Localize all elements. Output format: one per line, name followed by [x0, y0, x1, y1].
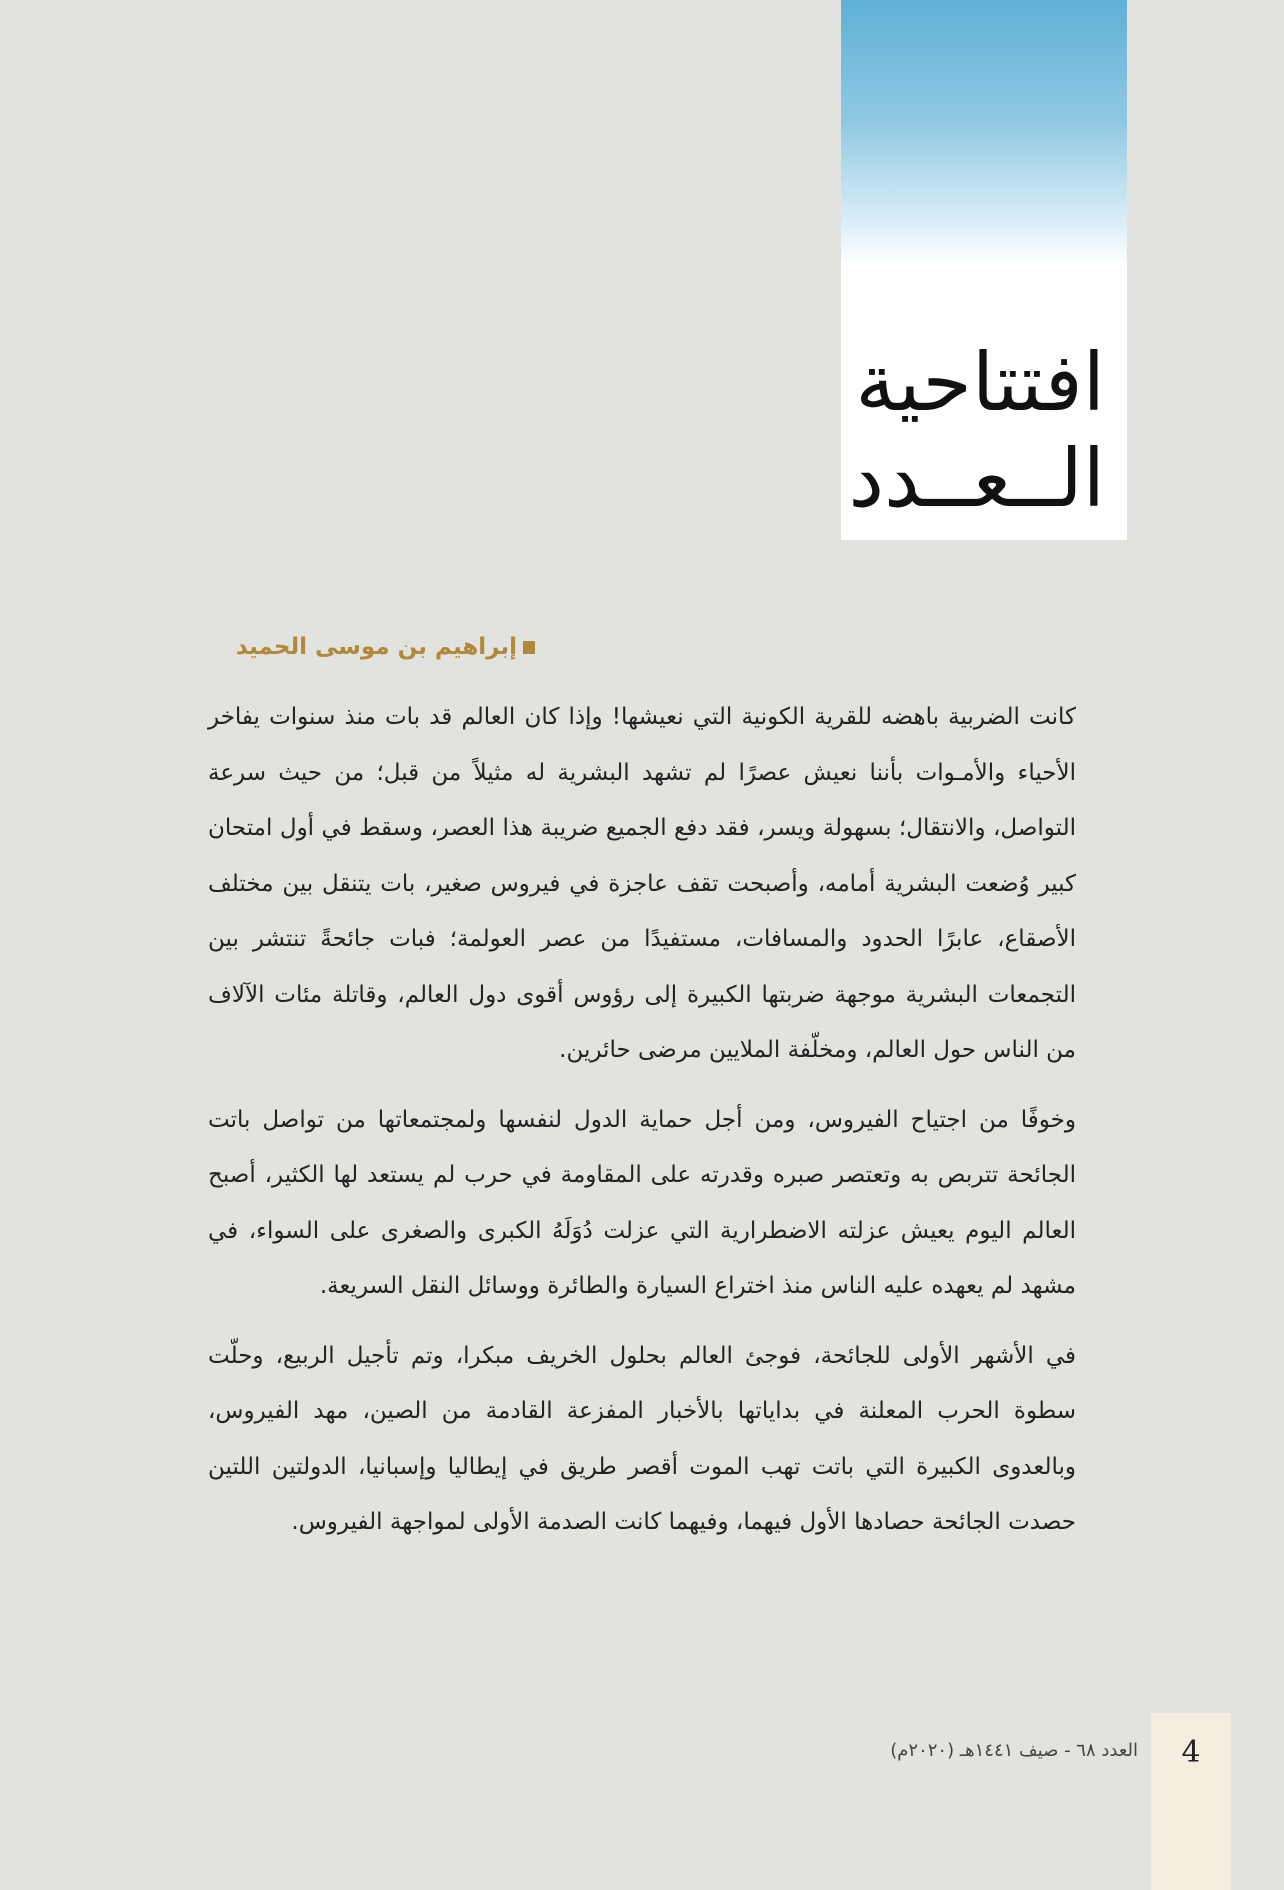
section-title-line-1: افتتاحية [855, 336, 1105, 429]
author-name: إبراهيم بن موسى الحميد [235, 634, 517, 660]
section-title-panel [841, 0, 1127, 540]
section-title [841, 335, 1127, 527]
square-bullet-icon [523, 641, 535, 654]
issue-info: العدد ٦٨ - صيف ١٤٤١هـ (٢٠٢٠م) [890, 1740, 1138, 1761]
article-paragraph-1: كانت الضربية باهضه للقرية الكونية التي نعيشها! وإذا كان العالم قد بات منذ سنوات يفاخر الأحياء والأمـوات بأننا نعيش عصرًا لم تشهد البشرية له مثيلاً من قبل؛ من حيث سرعة التواصل، والانتقال؛ بسهولة ويسر، فقد دفع الجميع ضريبة هذا العصر، وسقط في أول امتحان كبير وُضعت البشرية أمامه، وأصبحت تقف عاجزة في فيروس صغير، بات يتنقل بين مختلف الأصقاع، عابرًا الحدود والمسافات، مستفيدًا من عصر العولمة؛ فبات جائحةً تنتشر بين التجمعات البشرية موجهة ضربتها الكبيرة إلى رؤوس أقوى دول العالم، وقاتلة مئات الآلاف من الناس حول العالم، ومخلّفة الملايين مرضى حائرين. [208, 704, 1076, 1063]
article-paragraph-3: في الأشهر الأولى للجائحة، فوجئ العالم بحلول الخريف مبكرا، وتم تأجيل الربيع، وحلّت سطوة الحرب المعلنة في بداياتها بالأخبار المفزعة القادمة من الصين، مهد الفيروس، وبالعدوى الكبيرة التي باتت تهب الموت أقصر طريق في إيطاليا وإسبانيا، الدولتين اللتين حصدت الجائحة حصادها الأول فيهما، وفيهما كانت الصدمة الأولى لمواجهة الفيروس. [208, 1342, 1076, 1535]
page-number: 4 [1181, 1735, 1201, 1770]
section-title-line-2: الــعــدد [848, 432, 1105, 525]
author-byline [200, 625, 535, 669]
article-paragraph-2: وخوفًا من اجتياح الفيروس، ومن أجل حماية الدول لنفسها ولمجتمعاتها من تواصل باتت الجائحة تتربص به وتعتصر صبره وقدرته على المقاومة في حرب لم يستعد لها الكثير، أصبح العالم اليوم يعيش عزلته الاضطرارية التي عزلت دُوَلَهُ الكبرى والصغرى على السواء، في مشهد لم يعهده عليه الناس منذ اختراع السيارة والطائرة ووسائل النقل السريعة. [208, 1106, 1076, 1299]
article-body [208, 690, 1076, 1565]
page-number-box [1151, 1713, 1231, 1890]
